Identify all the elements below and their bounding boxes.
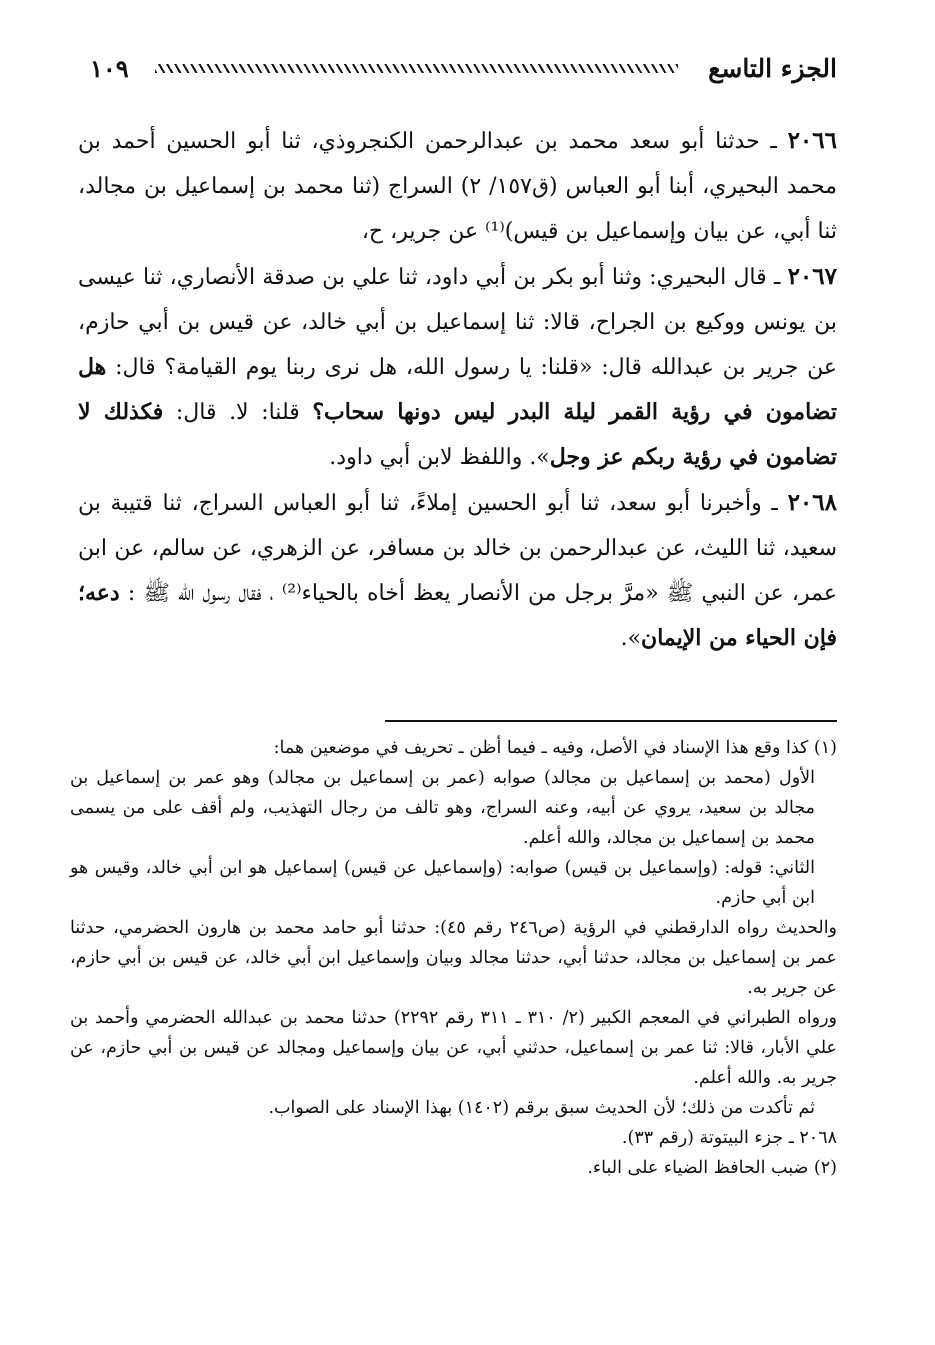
hadith-text: قال البحيري: وثنا أبو بكر بن أبي داود، ثنا علي بن صدقة الأنصاري، ثنا عيسى بن يونس ووكيع بن الجراح، قالا: ثنا إسماعيل بن أبي خالد، عن قيس بن أبي حازم، عن جرير بن عبدالله قال: «قلنا: يا رسول الله، هل نرى ربنا يوم القيامة؟ قال: — [78, 265, 837, 380]
footnote: (١) كذا وقع هذا الإسناد في الأصل، وفيه ـ فيما أظن ـ تحريف في موضعين هما: — [273, 738, 837, 758]
hadith-2067 — [78, 254, 837, 480]
hadith-separator: ـ — [761, 491, 778, 516]
hadith-text: حدثنا أبو سعد محمد بن عبدالرحمن الكنجروذي، ثنا أبو الحسين أحمد بن محمد البحيري، أبنا أبو العباس (ق١٥٧/ ٢) السراج (ثنا محمد بن إسماعيل بن مجالد، ثنا أبي، عن بيان وإسماعيل بن قيس)⁽¹⁾ عن جرير، ح، — [78, 129, 837, 244]
footnote: والحديث رواه الدارقطني في الرؤية (ص٢٤٦ رقم ٤٥): حدثنا أبو حامد محمد بن هارون الحضرمي، حدثنا عمر بن إسماعيل بن مجالد، حدثنا أبي، حدثنا مجالد وبيان وإسماعيل ابن أبي خالد، عن قيس بن أبي حازم، عن جرير به. — [70, 918, 838, 998]
footnote: (٢) ضبب الحافظ الضياء على الباء. — [587, 1158, 837, 1178]
footnote-divider — [385, 720, 837, 722]
hadith-2066 — [78, 118, 837, 254]
header-ornament — [155, 64, 678, 73]
hadith-number: ٢٠٦٦ — [787, 127, 837, 154]
footnote: ورواه الطبراني في المعجم الكبير (٢/ ٣١٠ ـ ٣١١ رقم ٢٢٩٢) حدثنا محمد بن عبدالله الحضرمي وأحمد بن علي الأبار، قالا: ثنا عمر بن إسماعيل، حدثني أبي، عن بيان وإسماعيل ومجالد عن قيس بن أبي حازم، عن جرير به. والله أعلم. — [70, 1008, 837, 1088]
hadith-text: قلنا: لا. قال: — [175, 400, 300, 425]
hadith-separator: ـ — [766, 265, 781, 290]
hadith-text: ». واللفظ لابن أبي داود. — [329, 445, 550, 470]
hadith-separator: ـ — [759, 129, 777, 154]
footnote: الأول (محمد بن إسماعيل بن مجالد) صوابه (عمر بن إسماعيل بن مجالد) وهو عمر بن إسماعيل بن مجالد بن سعيد، يروي عن أبيه، وعنه السراج، وهو تالف من رجال التهذيب، ولم أقف على من يسمى محمد بن إسماعيل بن مجالد، والله أعلم. — [70, 768, 815, 848]
footnote: ثم تأكدت من ذلك؛ لأن الحديث سبق برقم (١٤٠٢) بهذا الإسناد على الصواب. — [268, 1098, 815, 1118]
footnote: الثاني: قوله: (وإسماعيل بن قيس) صوابه: (وإسماعيل عن قيس) إسماعيل هو ابن أبي خالد، وقيس هو ابن أبي حازم. — [70, 858, 815, 908]
page-number: ١٠٩ — [90, 53, 129, 83]
prophet-saying: دعه؛ فإن الحياء من الإيمان — [78, 580, 837, 651]
hadith-2068 — [78, 480, 837, 661]
footnotes — [70, 733, 837, 1183]
footnote: ٢٠٦٨ ـ جزء البيتوتة (رقم ٣٣). — [621, 1128, 837, 1148]
page-header — [90, 48, 837, 88]
running-title: الجزء التاسع — [708, 53, 837, 83]
main-text — [78, 118, 837, 661]
hadith-text: ». — [620, 626, 642, 651]
hadith-number: ٢٠٦٧ — [787, 263, 837, 290]
hadith-text: وأخبرنا أبو سعد، ثنا أبو الحسين إملاءً، ثنا أبو العباس السراج، ثنا قتيبة بن سعيد، ثنا الليث، عن عبدالرحمن بن خالد بن مسافر، عن الزهري، عن سالم، عن ابن عمر، عن النبي ﷺ «مرَّ برجل من الأنصار يعظ أخاه بالحياء⁽²⁾ ، فقال رسول الله ﷺ : — [78, 491, 837, 606]
hadith-number: ٢٠٦٨ — [787, 489, 837, 516]
prophet-saying: فكذلك لا تضامون في رؤية ربكم عز وجل — [78, 399, 837, 470]
prophet-saying: هل تضامون في رؤية القمر ليلة البدر ليس دونها سحاب؟ — [78, 354, 837, 425]
